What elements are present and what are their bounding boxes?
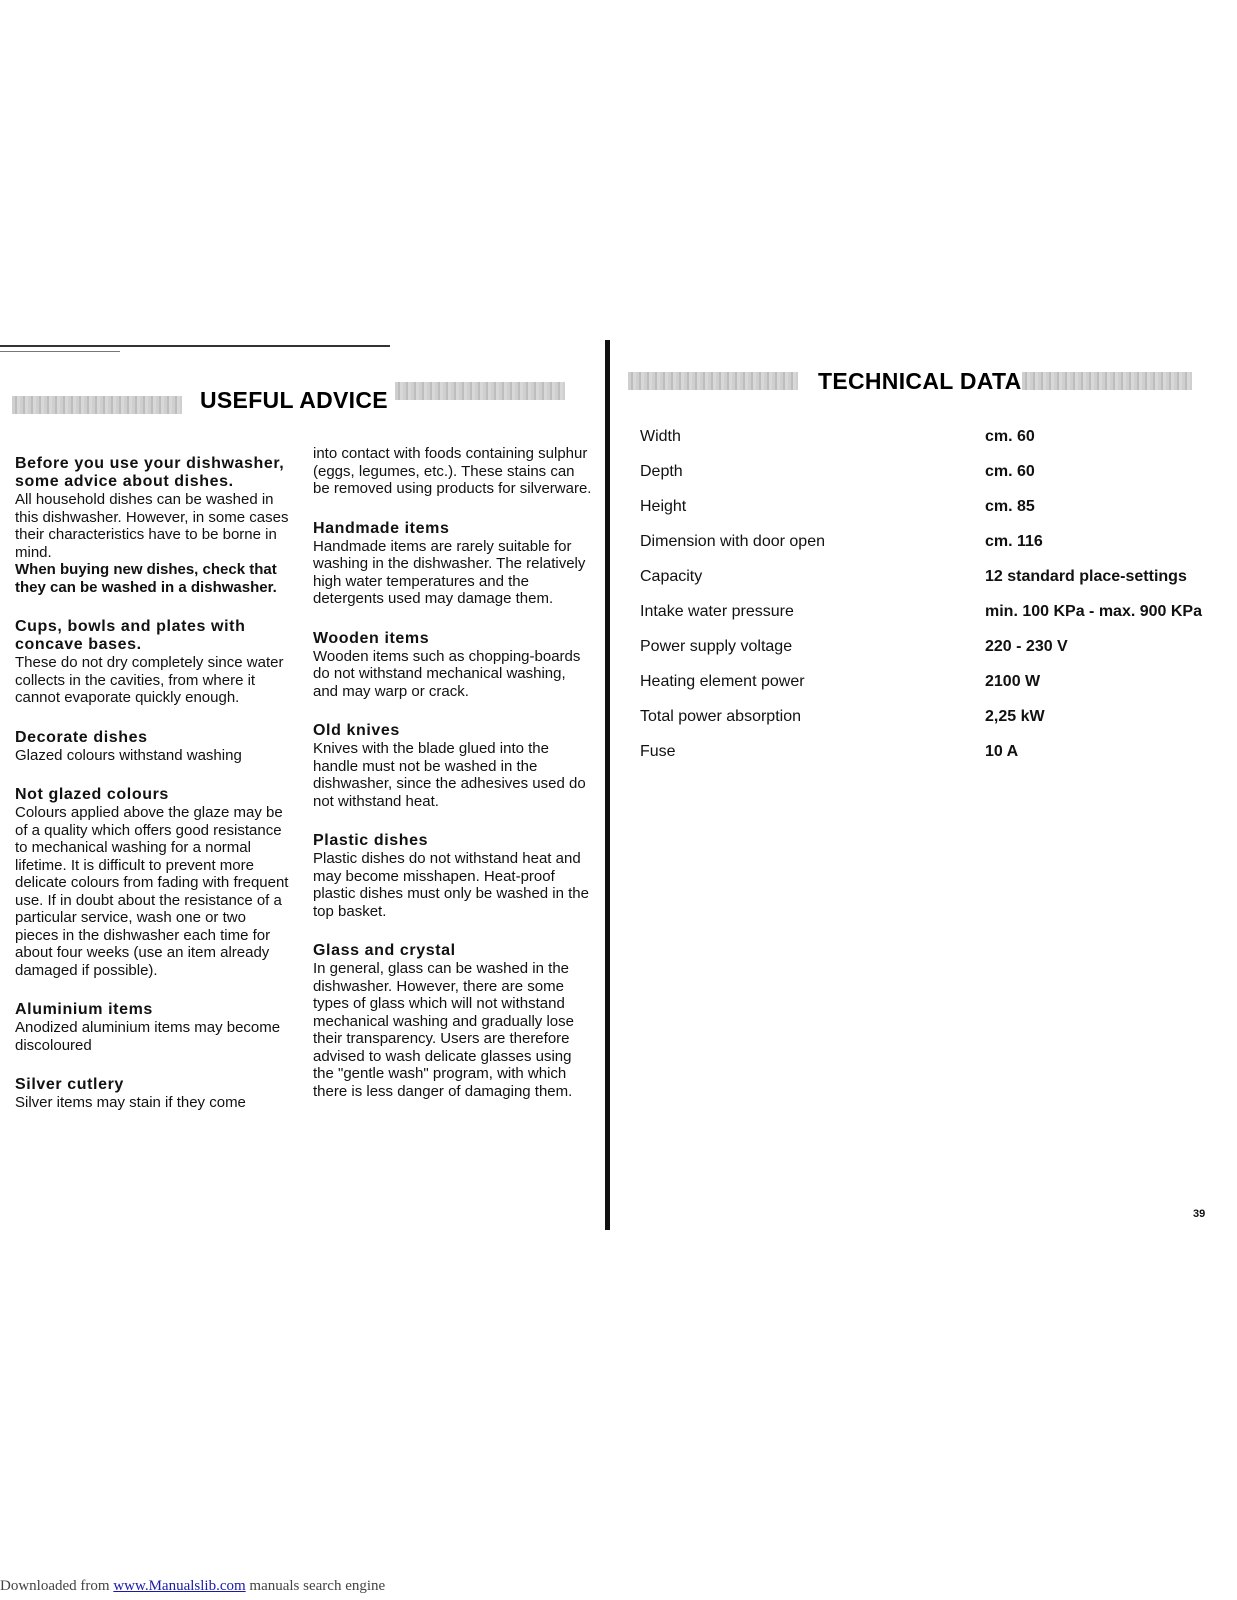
section-heading: Silver cutlery — [15, 1076, 124, 1093]
section-text: into contact with foods containing sulphur (eggs, legumes, etc.). These stains can be removed using products for silverware. — [313, 445, 592, 497]
heading-band-left — [628, 372, 798, 390]
section-text: Handmade items are rarely suitable for washing in the dishwasher. The relatively high water temperatures and the detergents used may damage them. — [313, 537, 586, 607]
section-heading: Before you use your dishwasher, some advice about dishes. — [15, 455, 285, 490]
tech-value: 2100 W — [985, 673, 1041, 690]
tech-value: 12 standard place-settings — [985, 568, 1187, 585]
useful-advice-title: USEFUL ADVICE — [200, 387, 388, 413]
advice-column-2 — [313, 445, 593, 1122]
advice-section — [15, 1076, 290, 1112]
download-footer — [0, 1578, 385, 1595]
section-text: Anodized aluminium items may become discoloured — [15, 1019, 281, 1054]
advice-section — [15, 618, 290, 707]
section-heading: Cups, bowls and plates with concave bases. — [15, 618, 246, 653]
tech-row — [640, 708, 1210, 743]
tech-label: Power supply voltage — [640, 638, 793, 655]
top-rule-thin — [0, 351, 120, 352]
section-heading: Aluminium items — [15, 1001, 153, 1018]
tech-row — [640, 603, 1210, 638]
tech-label: Heating element power — [640, 673, 805, 690]
tech-label: Width — [640, 428, 681, 445]
tech-value: min. 100 KPa - max. 900 KPa — [985, 603, 1202, 620]
tech-row — [640, 638, 1210, 673]
tech-label: Height — [640, 498, 687, 515]
page-number: 39 — [1193, 1208, 1206, 1220]
tech-value: cm. 60 — [985, 463, 1035, 480]
tech-row — [640, 498, 1210, 533]
section-text: Knives with the blade glued into the handle must not be washed in the dishwasher, since the adhesives used do not withstand heat. — [313, 740, 586, 810]
tech-label: Depth — [640, 463, 683, 480]
tech-value: cm. 116 — [985, 533, 1043, 550]
advice-section — [15, 455, 290, 596]
tech-value: 2,25 kW — [985, 708, 1045, 725]
section-heading: Glass and crystal — [313, 942, 456, 959]
advice-column-1 — [15, 455, 290, 1134]
tech-value: cm. 60 — [985, 428, 1035, 445]
section-heading: Decorate dishes — [15, 728, 148, 746]
heading-band-right — [1022, 372, 1192, 390]
advice-section-continued — [313, 445, 593, 498]
tech-row — [640, 743, 1210, 778]
section-text: Plastic dishes do not withstand heat and may become misshapen. Heat-proof plastic dishes must only be washed in the top basket. — [313, 850, 589, 920]
heading-band-right — [395, 382, 565, 400]
section-text: Silver items may stain if they come — [15, 1094, 246, 1111]
advice-section — [313, 520, 593, 608]
tech-row — [640, 533, 1210, 568]
advice-section — [313, 832, 593, 920]
tech-row — [640, 568, 1210, 603]
section-heading: Not glazed colours — [15, 786, 169, 803]
section-text: Glazed colours withstand washing — [15, 746, 242, 764]
section-text: Colours applied above the glaze may be of a quality which offers good resistance to mechanical washing for a normal lifetime. It is difficult to prevent more delicate colours from fading with frequent use. If in doubt about the resistance of a particular service, wash one or two pieces in the dishwasher each time for about four weeks (use an item already damaged if possible). — [15, 804, 289, 979]
tech-label: Fuse — [640, 743, 676, 760]
section-heading: Old knives — [313, 722, 400, 739]
tech-label: Total power absorption — [640, 708, 801, 725]
technical-data-title: TECHNICAL DATA — [818, 368, 1022, 394]
advice-section — [313, 630, 593, 701]
section-heading: Wooden items — [313, 629, 430, 647]
tech-value: cm. 85 — [985, 498, 1035, 515]
manualslib-link[interactable]: www.Manualslib.com — [113, 1578, 246, 1594]
section-text: In general, glass can be washed in the dishwasher. However, there are some types of glass which will not withstand mechanical washing and gradually lose their transparency. Users are therefore advised to wash delicate glasses using the "gentle wash" program, with which there is less danger of damaging them. — [313, 960, 574, 1100]
advice-section — [313, 722, 593, 810]
tech-row — [640, 463, 1210, 498]
tech-label: Intake water pressure — [640, 603, 794, 620]
advice-section — [15, 1001, 290, 1054]
advice-section — [15, 786, 290, 979]
tech-value: 220 - 230 V — [985, 638, 1068, 655]
advice-section — [15, 729, 290, 765]
advice-section — [313, 942, 593, 1100]
top-rule — [0, 345, 390, 347]
section-text: Wooden items such as chopping-boards do not withstand mechanical washing, and may warp or crack. — [313, 647, 581, 700]
tech-row — [640, 428, 1210, 463]
page-spine-divider — [605, 340, 610, 1230]
section-heading: Plastic dishes — [313, 832, 429, 849]
section-heading: Handmade items — [313, 519, 450, 537]
tech-label: Capacity — [640, 568, 703, 585]
tech-value: 10 A — [985, 743, 1019, 760]
footer-prefix: Downloaded from — [0, 1578, 114, 1594]
heading-band-left — [12, 396, 182, 414]
tech-label: Dimension with door open — [640, 533, 825, 550]
section-text: These do not dry completely since water collects in the cavities, from where it cannot evaporate quickly enough. — [15, 654, 284, 706]
tech-row — [640, 673, 1210, 708]
section-emphasis: When buying new dishes, check that they can be washed in a dishwasher. — [15, 561, 277, 596]
section-text: All household dishes can be washed in this dishwasher. However, in some cases their characteristics have to be borne in mind. — [15, 491, 289, 561]
footer-suffix: manuals search engine — [245, 1578, 386, 1594]
technical-data-table — [640, 428, 1210, 778]
